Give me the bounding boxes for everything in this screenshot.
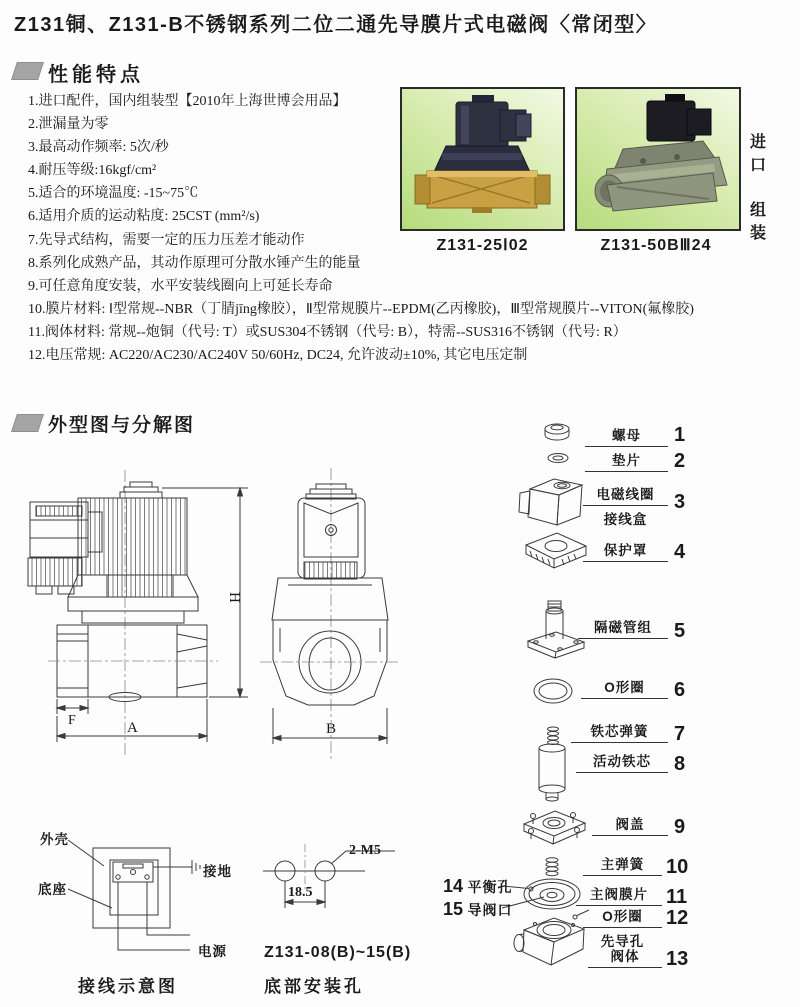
feature-item: 4.耐压等级:16kgf/cm² (28, 163, 157, 179)
outline-heading: 外型图与分解图 (48, 415, 196, 436)
product-caption-left: Z131-25Ⅰ02 (436, 237, 529, 254)
mounting-hole-label: 2-M5 (349, 843, 381, 858)
part-num-11: 11 (666, 886, 688, 908)
part-label-2: 垫片 (585, 449, 668, 472)
page-title: Z131铜、Z131-B不锈钢系列二位二通先导膜片式电磁阀〈常闭型〉 (14, 14, 658, 36)
dim-b-label: B (326, 721, 337, 737)
feature-item: 5.适合的环境温度: -15~75℃ (28, 186, 199, 202)
part-num-10: 10 (666, 856, 689, 878)
feature-item: 12.电压常规: AC220/AC230/AC240V 50/60Hz, DC24, 允许波动±10%, 其它电压定制 (28, 348, 528, 364)
part-num-7: 7 (674, 723, 686, 745)
part-num-13: 13 (666, 948, 689, 970)
wiring-base-label: 底座 (38, 882, 67, 897)
mounting-caption: 底部安装孔 (264, 977, 364, 996)
wiring-housing-label: 外壳 (40, 832, 69, 847)
part-num-4: 4 (674, 541, 686, 563)
part-label-12: O形圈 先导孔 (583, 905, 662, 950)
section-marker-icon (11, 414, 44, 432)
wiring-caption: 接线示意图 (78, 977, 178, 996)
part-num-9: 9 (674, 816, 686, 838)
dim-h-label: H (226, 592, 242, 603)
part-label-5: 隔磁管组 (578, 616, 668, 639)
part-num-2: 2 (674, 450, 686, 472)
dim-f-label: F (68, 713, 76, 728)
wiring-ground-label: 接地 (203, 864, 232, 879)
features-heading: 性能特点 (48, 64, 144, 86)
part-num-1: 1 (674, 424, 686, 446)
feature-item: 6.适用介质的运动粘度: 25CST (mm²/s) (28, 209, 260, 225)
part-label-3: 电磁线圈 接线盒 (583, 483, 668, 528)
mounting-model-range: Z131-08(B)~15(B) (264, 944, 412, 961)
feature-item: 10.膜片材料: Ⅰ型常规--NBR（丁腈jīng橡胶），Ⅱ型常规膜片--EPDM(乙丙橡胶)，Ⅲ型常规膜片--VITON(氟橡胶) (28, 301, 694, 317)
import-assembly-label (749, 131, 767, 245)
product-caption-right: Z131-50BⅢ24 (600, 237, 712, 254)
feature-item: 7.先导式结构，需要一定的压力压差才能动作 (28, 232, 305, 248)
callout-14: 14 平衡孔 (443, 876, 513, 896)
part-num-5: 5 (674, 620, 686, 642)
feature-item: 8.系列化成熟产品，其动作原理可分散水锤产生的能量 (28, 255, 361, 271)
part-label-4: 保护罩 (583, 539, 668, 562)
feature-item: 11.阀体材料: 常规--炮铜（代号: T）或SUS304不锈钢（代号: B），特需--SUS316不锈钢（代号: R） (28, 324, 627, 340)
feature-item: 2.泄漏量为零 (28, 117, 109, 133)
part-num-12: 12 (666, 907, 689, 929)
feature-item: 3.最高动作频率: 5次/秒 (28, 140, 169, 156)
part-label-11: 主阀膜片 (576, 883, 662, 906)
part-label-7: 铁芯弹簧 (571, 720, 668, 743)
mounting-holes-diagram (245, 840, 425, 912)
feature-item: 1.进口配件，国内组装型【2010年上海世博会用品】 (28, 94, 347, 109)
callout-15: 15 导阀口 (443, 899, 513, 919)
part-label-13: 阀体 (588, 945, 662, 968)
section-marker-icon (11, 62, 44, 80)
product-photo-brass-valve (400, 87, 565, 231)
part-label-8: 活动铁芯 (576, 750, 668, 773)
feature-item: 9.可任意角度安装，水平安装线圈向上可延长寿命 (28, 278, 333, 294)
part-label-1: 螺母 (585, 424, 668, 447)
product-photo-stainless-valve (575, 87, 741, 231)
part-label-9: 阀盖 (592, 813, 668, 836)
stainless-valve-image (577, 89, 739, 229)
wiring-power-label: 电源 (198, 944, 227, 959)
side-view-drawing (12, 462, 257, 762)
mounting-spacing-label: 18.5 (288, 885, 313, 900)
brass-valve-image (402, 89, 563, 229)
part-num-8: 8 (674, 753, 686, 775)
part-label-10: 主弹簧 (583, 853, 662, 876)
part-num-6: 6 (674, 679, 686, 701)
part-num-3: 3 (674, 491, 686, 513)
dim-a-label: A (127, 720, 138, 736)
part-label-6: O形圈 (581, 676, 668, 699)
assembly-label: 组装 (749, 202, 766, 242)
import-label: 进口 (749, 134, 766, 174)
front-view-drawing (258, 462, 423, 772)
